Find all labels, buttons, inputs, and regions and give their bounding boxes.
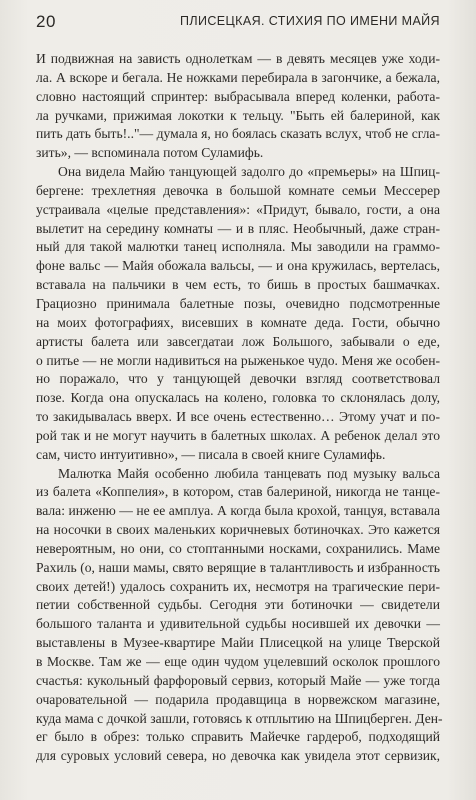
text-line: но поражало, что у танцующей девочки взгляд соответствовал <box>36 371 440 387</box>
text-line: для суровых условий севера, но девочка как увидела этот сервизик, <box>36 748 440 764</box>
text-line: вала: инженю — не ее амплуа. А когда была крохой, танцуя, вставала <box>36 503 440 519</box>
body-text <box>36 50 443 766</box>
text-line: о питье — не могли надивиться на рыженькое чудо. Меня же особен- <box>36 352 440 368</box>
page-number: 20 <box>36 12 56 31</box>
text-line: пить дать быть!.."— думала я, но боялась сказать вслух, чтоб не сгла- <box>36 126 440 142</box>
text-line: ег было в обрез: только справить Майечке гардероб, подходящий <box>36 729 440 745</box>
text-line: ла. А вскоре и бегала. Не ножками перебирала в загончике, а бежала, <box>36 69 440 85</box>
text-line: на носочки в своих маленьких коричневых ботиночках. Это кажется <box>36 522 440 538</box>
text-line: своих детей!) удалось сохранить их, несмотря на трагические пери- <box>36 578 440 594</box>
text-line: то закидывалась вверх. И все очень естественно… Этому учат и по- <box>36 409 440 425</box>
text-line: позе. Когда она опускалась на колено, головка то склонялась долу, <box>36 390 440 406</box>
text-line: вылетит на середину комнаты — и в пляс. Необычный, даже стран- <box>36 220 440 236</box>
text-line: в Москве. Там же — еще один чудом уцелевший осколок прошлого <box>36 654 440 669</box>
text-line: выставлены в Музее-квартире Майи Плисецкой на улице Тверской <box>36 635 440 651</box>
text-line: Грациозно принимала балетные позы, очевидно подсмотренные <box>36 295 440 311</box>
paragraph <box>36 50 440 163</box>
text-line: счастья: кукольный фарфоровый сервиз, который Майе — уже тогда <box>36 672 440 688</box>
text-line: Рахиль (о, наши мамы, свято верящие в талантливость и избранность <box>36 559 440 575</box>
text-line: артисты балета или завсегдатаи лож Большого, забывали о еде, <box>36 333 440 349</box>
text-line: из балета «Коппелия», в котором, став балериной, никогда не танце- <box>36 484 440 500</box>
text-line: сам, чисто интуитивно», — писала в своей книге Суламифь. <box>36 446 386 462</box>
text-line: зить», — вспоминала потом Суламифь. <box>36 145 264 161</box>
text-line: очаровательной — подарила продавщица в норвежском магазине, <box>36 691 440 707</box>
running-title: ПЛИСЕЦКАЯ. СТИХИЯ ПО ИМЕНИ МАЙЯ <box>180 14 440 28</box>
text-line: на моих фотографиях, висевших в комнате деда. Гости, обычно <box>36 314 440 330</box>
text-line: устраивала «целые представления»: «Придут, бывало, гости, а она <box>36 201 440 217</box>
text-line: фоне вальс — Майя обожала вальсы, — и она кружилась, вертелась, <box>36 258 440 274</box>
text-line: бергене: трехлетняя девочка в большой комнате семьи Мессерер <box>36 182 440 198</box>
text-line: петии собственной судьбы. Сегодня эти ботиночки — свидетели <box>36 597 440 613</box>
text-line: Она видела Майю танцующей задолго до «премьеры» на Шпиц- <box>58 164 440 180</box>
text-line: невероятным, но они, со стоптанными носками, сохранились. Маме <box>36 540 440 556</box>
text-line: Малютка Майя особенно любила танцевать под музыку вальса <box>58 465 440 481</box>
text-line: ла ручками, прижимая локотки к тельцу. "Быть ей балериной, как <box>36 107 440 123</box>
text-line: куда мама с дочкой зашли, готовясь к отплытию на Шпицберген. Ден- <box>36 710 443 726</box>
text-line: ный для такой малютки танец исполняла. Мы заводили на граммо- <box>36 239 440 255</box>
text-line: вставала на пальчики в чем есть, то бишь в простых башмачках. <box>36 277 440 293</box>
paragraph <box>36 465 443 767</box>
text-line: словно настоящий спринтер: выбрасывала вперед коленки, работа- <box>36 88 440 104</box>
text-line: И подвижная на зависть однолеткам — в девять месяцев уже ходи- <box>36 51 440 66</box>
text-line: рой так и не могут научить в балетных школах. А ребенок делал это <box>36 427 440 443</box>
text-line: большого таланта и удивительной судьбы носившей их девочки — <box>36 616 440 632</box>
page-header <box>36 10 440 34</box>
paragraph <box>36 163 440 465</box>
